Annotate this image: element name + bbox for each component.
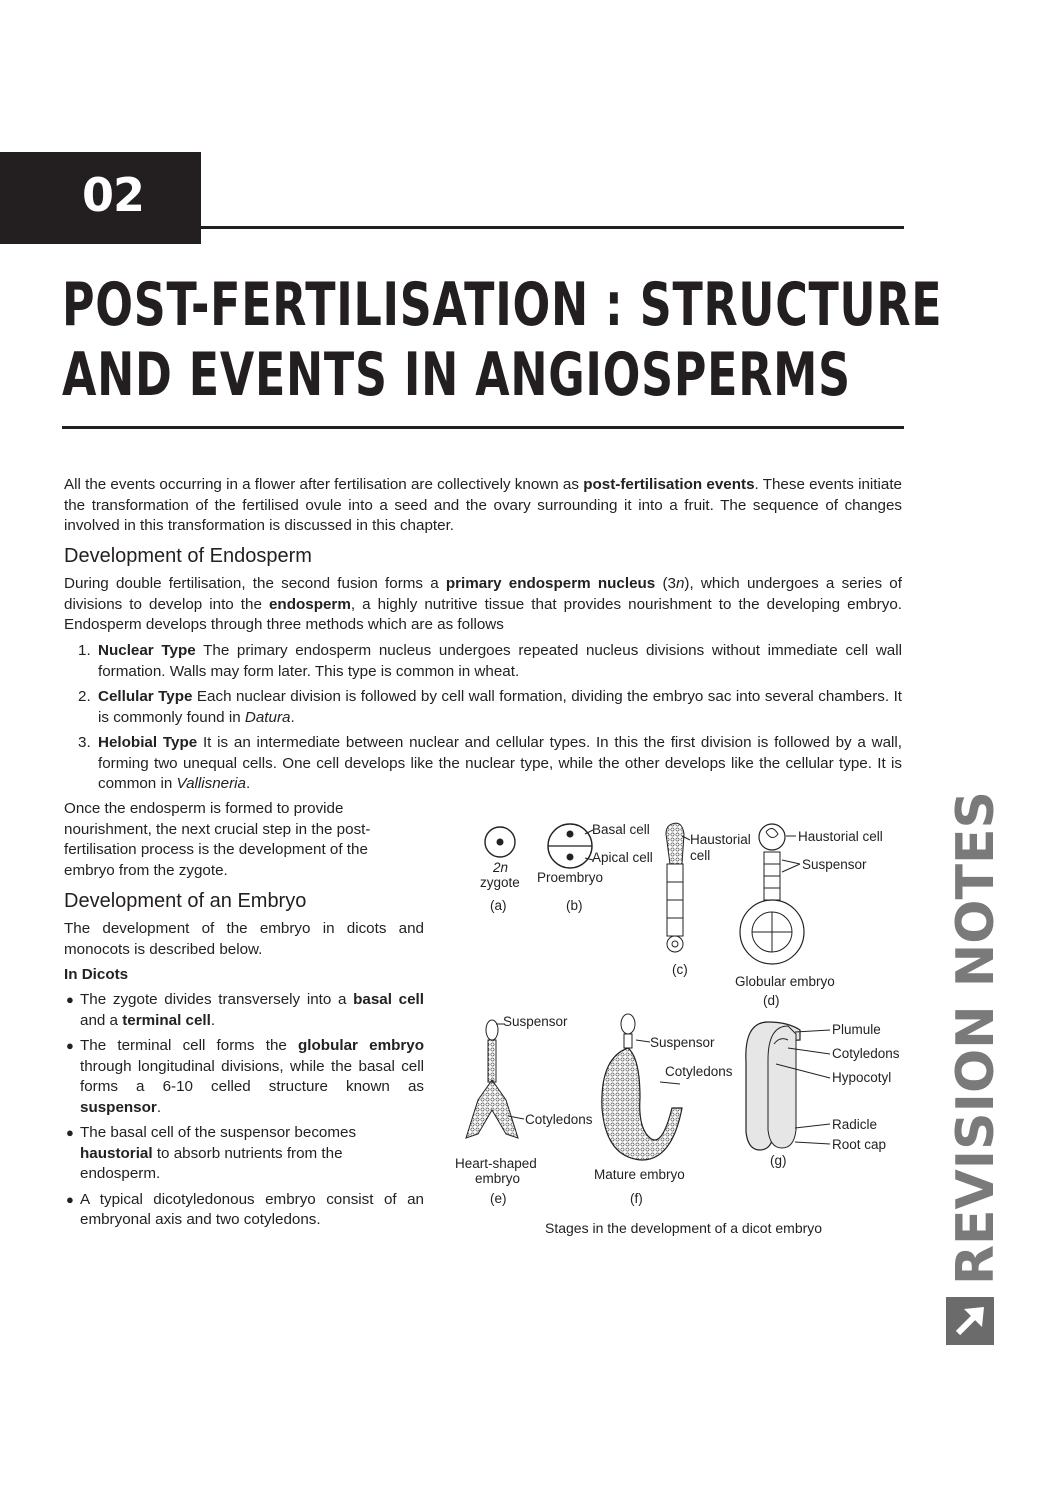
chapter-rule xyxy=(62,226,904,229)
bullet-bold: haustorial xyxy=(80,1144,153,1162)
list-item xyxy=(64,687,902,728)
label-haustorial-cell-d: Haustorial cell xyxy=(798,829,883,844)
list-text: The primary endosperm nucleus undergoes repeated nucleus divisions without immediate cell wall formation. Walls may form later. This type is common in wheat. xyxy=(98,642,902,680)
label-suspensor-d: Suspensor xyxy=(802,857,867,872)
stage-c-filament xyxy=(666,823,751,977)
stage-d-globular xyxy=(735,824,883,1008)
label-cotyledons-g: Cotyledons xyxy=(832,1046,900,1061)
label-proembryo: Proembryo xyxy=(537,870,604,885)
figure-caption: Stages in the development of a dicot embryo xyxy=(545,1220,823,1236)
label-c: (c) xyxy=(672,962,688,977)
list-item xyxy=(64,641,902,682)
label-plumule: Plumule xyxy=(832,1022,881,1037)
list-item xyxy=(64,1190,424,1231)
dicots-subheading: In Dicots xyxy=(64,966,129,983)
list-item xyxy=(64,1036,424,1118)
bullet-text: The basal cell of the suspensor becomes xyxy=(80,1124,357,1141)
chapter-title-line-2: AND EVENTS IN ANGIOSPERMS xyxy=(62,340,851,410)
list-term: Helobial Type xyxy=(98,734,198,751)
list-text: Each nuclear division is followed by cell wall formation, dividing the embryo sac into several chambers. It is commonly found in xyxy=(98,688,903,726)
label-cell-c: cell xyxy=(690,848,711,863)
bullet-icon: ● xyxy=(66,1125,74,1140)
bullet-text: through longitudinal divisions, while the basal cell forms a 6-10 celled structure known as xyxy=(80,1057,424,1095)
chapter-number: 02 xyxy=(82,168,145,222)
embryo-intro: The development of the embryo in dicots and monocots is described below. xyxy=(64,920,424,958)
bullet-bold: basal cell xyxy=(353,991,424,1008)
chapter-title-line-1: POST-FERTILISATION : STRUCTURE xyxy=(62,270,943,340)
label-cotyledons-f: Cotyledons xyxy=(665,1064,733,1079)
bullet-text: to absorb nutrients from the endosperm. xyxy=(80,1144,343,1182)
stage-g-embryo xyxy=(746,1022,900,1168)
embryo-heading: Development of an Embryo xyxy=(64,890,307,912)
bullet-icon: ● xyxy=(66,1038,74,1053)
list-term: Nuclear Type xyxy=(98,642,196,659)
endosperm-bold-1: primary endosperm nucleus xyxy=(445,575,656,592)
arrow-up-right-icon-svg xyxy=(946,1297,994,1345)
label-radicle: Radicle xyxy=(832,1117,878,1132)
endosperm-bold-2: endosperm xyxy=(268,595,351,613)
list-item xyxy=(64,1123,424,1185)
endosperm-italic: n xyxy=(675,575,685,592)
bullet-icon: ● xyxy=(66,1191,74,1207)
chapter-title xyxy=(62,270,942,410)
list-number: 3. xyxy=(78,734,91,751)
label-zygote: zygote xyxy=(480,875,520,890)
bullet-text: A typical dicotyledonous embryo consist of an embryonal axis and two cotyledons. xyxy=(80,1190,424,1228)
label-e: (e) xyxy=(490,1191,507,1206)
endosperm-types-list xyxy=(64,641,902,800)
label-heart-shaped: Heart-shaped xyxy=(455,1156,537,1171)
title-rule xyxy=(62,426,904,429)
label-apical-cell: Apical cell xyxy=(592,850,653,865)
list-term: Cellular Type xyxy=(98,688,193,705)
bullet-icon: ● xyxy=(66,992,74,1007)
transition-paragraph: Once the endosperm is formed to provide nourishment, the next crucial step in the post-fertilisation process is the development of the embryo from the zygote. xyxy=(64,800,371,879)
list-italic: Datura xyxy=(244,708,291,726)
label-suspensor-e: Suspensor xyxy=(503,1014,568,1029)
endosperm-text-4: , a highly nutritive tissue that provides nourishment to the developing embryo. Endosperm develops through three methods which are as follows xyxy=(64,595,903,633)
label-root-cap: Root cap xyxy=(832,1137,887,1152)
bullet-text: The zygote divides transversely into a xyxy=(80,991,354,1008)
bullet-text: and a xyxy=(80,1011,123,1029)
stage-b-proembryo xyxy=(537,822,653,913)
bullet-bold: globular embryo xyxy=(298,1037,424,1054)
stage-e-heart xyxy=(455,1014,593,1206)
label-2n: 2n xyxy=(493,860,509,875)
label-cotyledons-e: Cotyledons xyxy=(525,1112,593,1127)
label-g: (g) xyxy=(770,1153,787,1168)
endosperm-text-3: ), which undergoes a series of divisions to develop into the xyxy=(64,575,902,613)
list-number: 2. xyxy=(78,688,91,705)
revision-notes-label: REVISION NOTES xyxy=(946,791,1006,1285)
arrow-up-right-icon xyxy=(946,1297,994,1345)
stage-a-zygote xyxy=(480,827,520,913)
bullet-text: . xyxy=(156,1098,162,1116)
list-item xyxy=(64,733,902,795)
label-globular-embryo: Globular embryo xyxy=(735,974,835,989)
label-embryo-e: embryo xyxy=(475,1171,521,1186)
label-b: (b) xyxy=(566,898,583,913)
endosperm-paragraph xyxy=(64,574,902,636)
label-f: (f) xyxy=(630,1191,643,1206)
endosperm-text: During double fertilisation, the second fusion forms a xyxy=(64,575,446,592)
intro-bold-term: post-fertilisation events xyxy=(583,476,755,493)
bullet-bold: suspensor xyxy=(80,1098,157,1116)
label-haustorial-c: Haustorial xyxy=(690,832,751,847)
intro-text-cont: . These events initiate the transformation of the fertilised ovule into a seed and the ovary surrounding it into a fruit. The sequence of changes involved in this transformation is discussed in this chapter. xyxy=(64,476,903,534)
label-suspensor-f: Suspensor xyxy=(650,1035,715,1050)
intro-text: All the events occurring in a flower after fertilisation are collectively known as xyxy=(64,476,584,493)
bullet-bold: terminal cell xyxy=(122,1011,211,1029)
bullet-text: The terminal cell forms the xyxy=(80,1037,299,1054)
dicot-bullets xyxy=(64,990,424,1236)
list-end: . xyxy=(246,775,251,792)
endosperm-heading: Development of Endosperm xyxy=(64,545,312,567)
list-italic: Vallisneria xyxy=(176,775,247,792)
label-d: (d) xyxy=(763,993,780,1008)
label-a: (a) xyxy=(490,898,507,913)
embryo-development-figure xyxy=(450,812,920,1232)
list-end: . xyxy=(290,708,295,726)
endosperm-text-2: (3 xyxy=(655,575,676,592)
intro-paragraph xyxy=(64,475,902,537)
label-mature-embryo: Mature embryo xyxy=(594,1167,685,1182)
list-item xyxy=(64,990,424,1031)
label-basal-cell: Basal cell xyxy=(592,822,650,837)
list-text: It is an intermediate between nuclear and cellular types. In this the first division is followed by a wall, forming two unequal cells. One cell develops like the nuclear type, while the other develops like the cellular type. It is common in xyxy=(98,734,902,792)
stage-f-mature xyxy=(594,1014,733,1206)
list-number: 1. xyxy=(78,642,91,659)
label-hypocotyl: Hypocotyl xyxy=(832,1070,892,1085)
bullet-text: . xyxy=(210,1011,216,1029)
